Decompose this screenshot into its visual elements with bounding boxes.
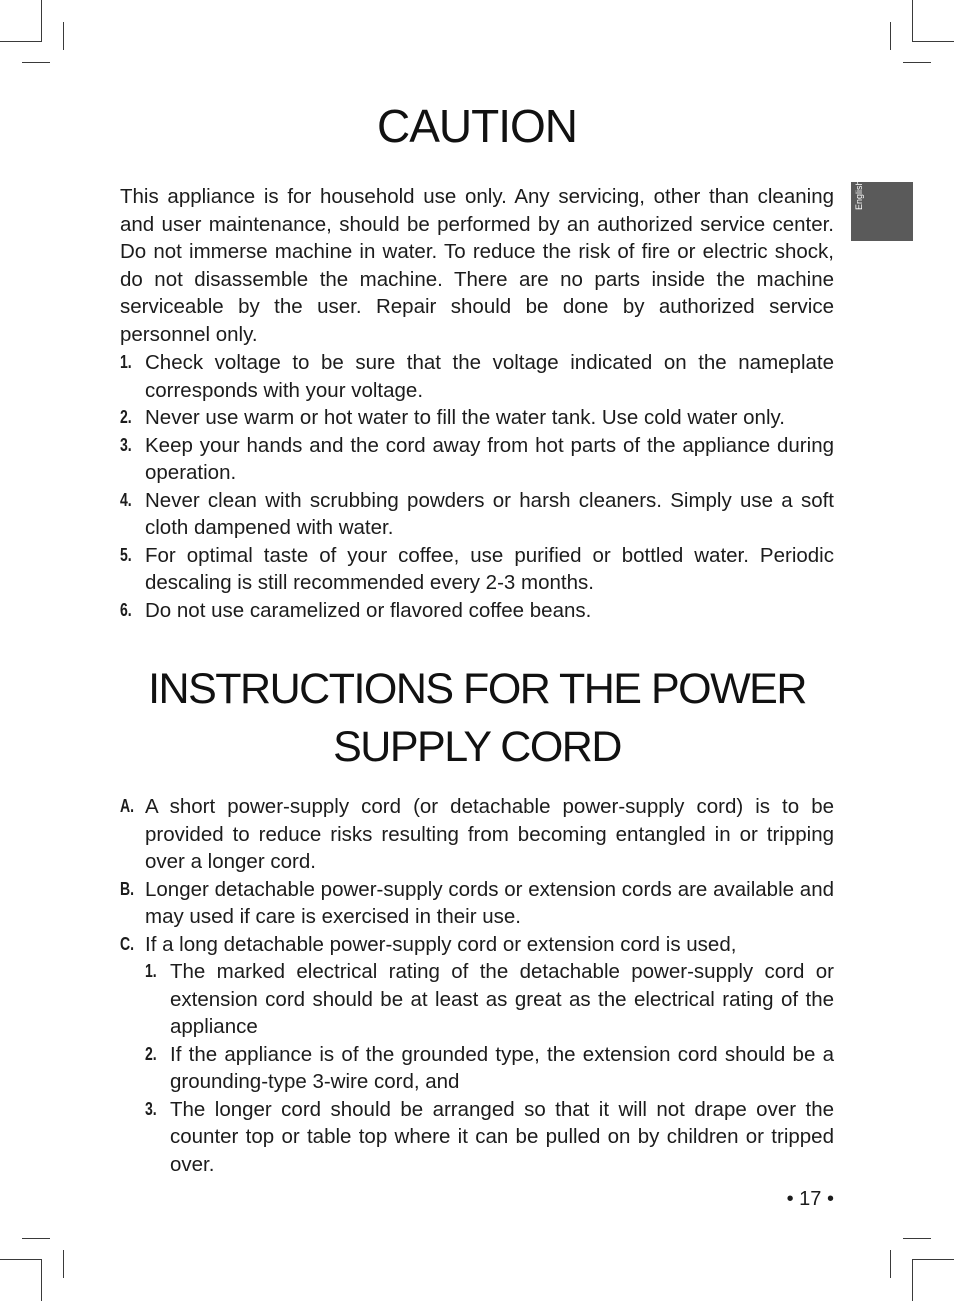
caution-intro: This appliance is for household use only. Any servicing, other than cleaning and user maintenance, should be performed by an authorized service center. Do not immerse machine in water. To reduce the risk of fire or electric shock, do not disassemble the machine. There are no parts inside the machine serviceable by the user. Repair should be done by authorized service personnel only. xyxy=(120,185,834,346)
list-marker: 6. xyxy=(120,599,132,620)
list-item-text: Check voltage to be sure that the voltage indicated on the nameplate corresponds with your voltage. xyxy=(145,351,834,402)
language-tab xyxy=(851,182,913,241)
power-cord-subitem xyxy=(145,1096,834,1179)
crop-mark xyxy=(63,22,64,50)
list-item-text: The longer cord should be arranged so that it will not drape over the counter top or table top where it can be pulled on by children or tripped over. xyxy=(170,1097,834,1176)
list-marker: C. xyxy=(120,933,135,954)
list-marker: 1. xyxy=(120,352,132,372)
list-item-text: Never use warm or hot water to fill the water tank. Use cold water only. xyxy=(145,406,785,429)
crop-mark xyxy=(903,62,931,63)
list-marker: 3. xyxy=(120,434,132,455)
caution-list xyxy=(120,349,834,624)
crop-mark xyxy=(903,1238,931,1239)
crop-mark xyxy=(890,1250,891,1278)
caution-item xyxy=(120,597,834,625)
list-marker: 1. xyxy=(145,961,157,981)
list-item-text: A short power-supply cord (or detachable power-supply cord) is to be provided to reduce risks resulting from becoming entangled in or tripping over a longer cord. xyxy=(145,795,834,873)
list-item-text: Do not use caramelized or flavored coffee beans. xyxy=(145,598,592,622)
caution-item xyxy=(120,487,834,542)
list-item-text: For optimal taste of your coffee, use purified or bottled water. Periodic descaling is still recommended every 2-3 months. xyxy=(145,543,834,594)
caution-item xyxy=(120,404,834,432)
list-marker: 2. xyxy=(120,407,132,427)
crop-mark xyxy=(63,1250,64,1278)
language-tab-label: English xyxy=(854,180,864,210)
list-marker: 3. xyxy=(145,1098,157,1119)
power-cord-title-line2: SUPPLY CORD xyxy=(333,723,621,771)
crop-mark xyxy=(890,22,891,50)
crop-mark xyxy=(41,0,42,42)
power-cord-title xyxy=(0,660,954,776)
crop-mark xyxy=(912,0,913,42)
list-item-text: The marked electrical rating of the detachable power-supply cord or extension cord should be at least as great as the electrical rating of the appliance xyxy=(170,960,834,1038)
power-cord-item xyxy=(120,931,834,1179)
crop-mark xyxy=(22,62,50,63)
power-cord-subitem xyxy=(145,958,834,1041)
caution-item xyxy=(120,432,834,487)
page-number: • 17 • xyxy=(786,1188,834,1210)
list-item-text: Keep your hands and the cord away from hot parts of the appliance during operation. xyxy=(145,433,834,484)
crop-mark xyxy=(41,1259,42,1301)
crop-mark xyxy=(912,1259,913,1301)
power-cord-subitem xyxy=(145,1041,834,1096)
list-item-text: Never clean with scrubbing powders or harsh cleaners. Simply use a soft cloth dampened with water. xyxy=(145,488,834,539)
caution-item xyxy=(120,349,834,404)
list-marker: 4. xyxy=(120,489,132,510)
list-marker: 2. xyxy=(145,1043,157,1064)
list-marker: A. xyxy=(120,796,135,816)
list-marker: 5. xyxy=(120,544,132,565)
crop-mark xyxy=(912,1259,954,1260)
power-cord-item xyxy=(120,793,834,876)
list-item-text: If a long detachable power-supply cord or extension cord is used, xyxy=(145,932,737,956)
caution-title: CAUTION xyxy=(377,100,577,152)
power-cord-title-line1: INSTRUCTIONS FOR THE POWER xyxy=(148,665,806,713)
caution-item xyxy=(120,542,834,597)
crop-mark xyxy=(912,41,954,42)
list-item-text: If the appliance is of the grounded type, the extension cord should be a grounding-type 3-wire cord, and xyxy=(170,1042,834,1093)
list-item-text: Longer detachable power-supply cords or extension cords are available and may used if care is exercised in their use. xyxy=(145,877,834,928)
list-marker: B. xyxy=(120,878,135,899)
power-cord-list xyxy=(120,793,834,1178)
power-cord-item xyxy=(120,876,834,931)
crop-mark xyxy=(22,1238,50,1239)
crop-mark xyxy=(0,41,42,42)
power-cord-sublist xyxy=(145,958,834,1178)
crop-mark xyxy=(0,1259,42,1260)
